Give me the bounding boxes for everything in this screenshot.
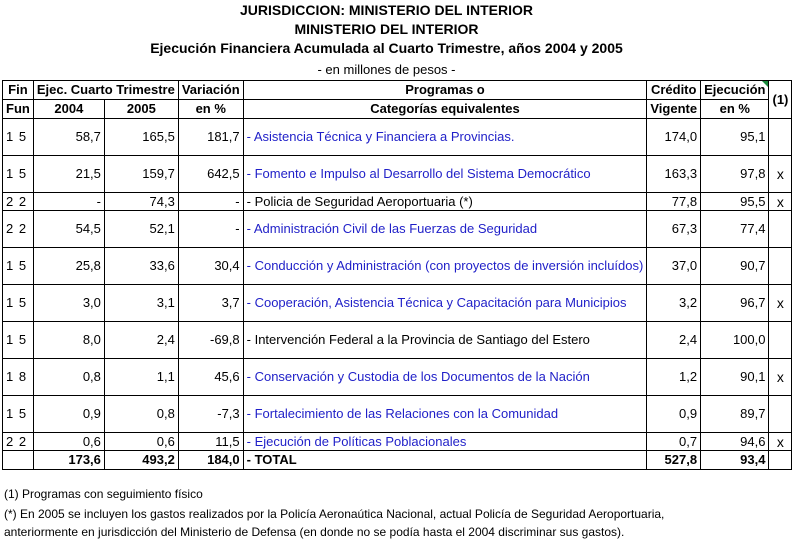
value-2005: 3,1 bbox=[104, 285, 178, 322]
col-ejecucion bbox=[701, 81, 769, 100]
col-categorias: Categorías equivalentes bbox=[243, 100, 647, 119]
tracking-mark bbox=[769, 119, 792, 156]
fin-fun-code: 1 5 bbox=[3, 285, 34, 322]
program-name: - Policia de Seguridad Aeroportuaria (*) bbox=[243, 193, 647, 211]
credit-amount: 67,3 bbox=[647, 211, 701, 248]
total-2004: 173,6 bbox=[33, 451, 104, 470]
execution-pct: 95,5 bbox=[701, 193, 769, 211]
table-row bbox=[3, 193, 792, 211]
credit-amount: 174,0 bbox=[647, 119, 701, 156]
execution-pct: 90,1 bbox=[701, 359, 769, 396]
variation-pct: - bbox=[178, 211, 243, 248]
fin-fun-code: 1 8 bbox=[3, 359, 34, 396]
fin-fun-code: 2 2 bbox=[3, 193, 34, 211]
value-2005: 74,3 bbox=[104, 193, 178, 211]
table-row bbox=[3, 322, 792, 359]
value-2005: 1,1 bbox=[104, 359, 178, 396]
units-subtitle: - en millones de pesos - bbox=[317, 62, 456, 77]
table-row bbox=[3, 285, 792, 322]
program-name: - Conducción y Administración (con proyectos de inversión incluídos) bbox=[243, 248, 647, 285]
fin-fun-code: 2 2 bbox=[3, 433, 34, 451]
execution-pct: 77,4 bbox=[701, 211, 769, 248]
program-name: - Conservación y Custodia de los Documentos de la Nación bbox=[243, 359, 647, 396]
variation-pct: 642,5 bbox=[178, 156, 243, 193]
col-2005: 2005 bbox=[104, 100, 178, 119]
execution-pct: 97,8 bbox=[701, 156, 769, 193]
total-2005: 493,2 bbox=[104, 451, 178, 470]
value-2004: 0,8 bbox=[33, 359, 104, 396]
value-2005: 0,8 bbox=[104, 396, 178, 433]
variation-pct: 11,5 bbox=[178, 433, 243, 451]
col-nota: (1) bbox=[769, 81, 792, 119]
tracking-mark: x bbox=[769, 193, 792, 211]
col-2004: 2004 bbox=[33, 100, 104, 119]
value-2004: 54,5 bbox=[33, 211, 104, 248]
col-vigente: Vigente bbox=[647, 100, 701, 119]
credit-amount: 3,2 bbox=[647, 285, 701, 322]
ministry-title: MINISTERIO DEL INTERIOR bbox=[294, 21, 479, 37]
value-2004: 3,0 bbox=[33, 285, 104, 322]
value-2005: 0,6 bbox=[104, 433, 178, 451]
fin-fun-code: 1 5 bbox=[3, 156, 34, 193]
value-2005: 52,1 bbox=[104, 211, 178, 248]
col-ejecucion-pct: en % bbox=[701, 100, 769, 119]
variation-pct: 45,6 bbox=[178, 359, 243, 396]
tracking-mark bbox=[769, 322, 792, 359]
execution-pct: 89,7 bbox=[701, 396, 769, 433]
execution-pct: 90,7 bbox=[701, 248, 769, 285]
credit-amount: 0,7 bbox=[647, 433, 701, 451]
value-2005: 165,5 bbox=[104, 119, 178, 156]
value-2005: 159,7 bbox=[104, 156, 178, 193]
program-name: - Fortalecimiento de las Relaciones con la Comunidad bbox=[243, 396, 647, 433]
tracking-mark bbox=[769, 211, 792, 248]
credit-amount: 0,9 bbox=[647, 396, 701, 433]
table-row bbox=[3, 396, 792, 433]
value-2004: 0,6 bbox=[33, 433, 104, 451]
program-name: - Ejecución de Políticas Poblacionales bbox=[243, 433, 647, 451]
footnote-1: (1) Programas con seguimiento físico bbox=[4, 487, 203, 501]
variation-pct: 30,4 bbox=[178, 248, 243, 285]
execution-pct: 94,6 bbox=[701, 433, 769, 451]
value-2005: 33,6 bbox=[104, 248, 178, 285]
variation-pct: 3,7 bbox=[178, 285, 243, 322]
table-row bbox=[3, 359, 792, 396]
execution-table bbox=[2, 80, 792, 470]
tracking-mark: x bbox=[769, 359, 792, 396]
col-variacion-pct: en % bbox=[178, 100, 243, 119]
report-title: Ejecución Financiera Acumulada al Cuarto Trimestre, años 2004 y 2005 bbox=[150, 40, 623, 56]
total-credit: 527,8 bbox=[647, 451, 701, 470]
header-row-2 bbox=[3, 100, 792, 119]
tracking-mark: x bbox=[769, 285, 792, 322]
variation-pct: 181,7 bbox=[178, 119, 243, 156]
table-row bbox=[3, 211, 792, 248]
execution-pct: 95,1 bbox=[701, 119, 769, 156]
variation-pct: -69,8 bbox=[178, 322, 243, 359]
total-label: - TOTAL bbox=[243, 451, 647, 470]
credit-amount: 163,3 bbox=[647, 156, 701, 193]
tracking-mark: x bbox=[769, 156, 792, 193]
tracking-mark bbox=[769, 396, 792, 433]
total-variation: 184,0 bbox=[178, 451, 243, 470]
comment-indicator-icon bbox=[762, 81, 768, 87]
fin-fun-code: 1 5 bbox=[3, 119, 34, 156]
col-fun: Fun bbox=[3, 100, 34, 119]
tracking-mark: x bbox=[769, 433, 792, 451]
credit-amount: 2,4 bbox=[647, 322, 701, 359]
value-2005: 2,4 bbox=[104, 322, 178, 359]
col-credito: Crédito bbox=[647, 81, 701, 100]
table-row bbox=[3, 119, 792, 156]
fin-fun-code: 2 2 bbox=[3, 211, 34, 248]
variation-pct: -7,3 bbox=[178, 396, 243, 433]
table-row bbox=[3, 433, 792, 451]
total-mark bbox=[769, 451, 792, 470]
total-fin-fun bbox=[3, 451, 34, 470]
program-name: - Cooperación, Asistencia Técnica y Capacitación para Municipios bbox=[243, 285, 647, 322]
credit-amount: 1,2 bbox=[647, 359, 701, 396]
fin-fun-code: 1 5 bbox=[3, 322, 34, 359]
execution-pct: 96,7 bbox=[701, 285, 769, 322]
program-name: - Intervención Federal a la Provincia de Santiago del Estero bbox=[243, 322, 647, 359]
col-ejecucion-label: Ejecución bbox=[704, 82, 766, 97]
header-row-1 bbox=[3, 81, 792, 100]
col-fin: Fin bbox=[3, 81, 34, 100]
col-variacion: Variación bbox=[178, 81, 243, 100]
col-programas: Programas o bbox=[243, 81, 647, 100]
value-2004: 0,9 bbox=[33, 396, 104, 433]
footnote-2: (*) En 2005 se incluyen los gastos realizados por la Policía Aeronaútica Nacional, actual Policía de Seguridad Aeroportuaria, bbox=[4, 507, 665, 521]
program-name: - Administración Civil de las Fuerzas de Seguridad bbox=[243, 211, 647, 248]
variation-pct: - bbox=[178, 193, 243, 211]
fin-fun-code: 1 5 bbox=[3, 248, 34, 285]
execution-pct: 100,0 bbox=[701, 322, 769, 359]
tracking-mark bbox=[769, 248, 792, 285]
col-ejec-trimestre: Ejec. Cuarto Trimestre bbox=[33, 81, 178, 100]
fin-fun-code: 1 5 bbox=[3, 396, 34, 433]
table-row bbox=[3, 156, 792, 193]
total-execution: 93,4 bbox=[701, 451, 769, 470]
table-row bbox=[3, 248, 792, 285]
value-2004: 25,8 bbox=[33, 248, 104, 285]
value-2004: 21,5 bbox=[33, 156, 104, 193]
total-row bbox=[3, 451, 792, 470]
value-2004: - bbox=[33, 193, 104, 211]
value-2004: 8,0 bbox=[33, 322, 104, 359]
footnote-3: anteriormente en jurisdicción del Ministerio de Defensa (en donde no se podía hasta el 2004 discriminar sus gastos). bbox=[4, 525, 625, 539]
credit-amount: 37,0 bbox=[647, 248, 701, 285]
credit-amount: 77,8 bbox=[647, 193, 701, 211]
value-2004: 58,7 bbox=[33, 119, 104, 156]
jurisdiction-title: JURISDICCION: MINISTERIO DEL INTERIOR bbox=[240, 2, 533, 18]
program-name: - Asistencia Técnica y Financiera a Provincias. bbox=[243, 119, 647, 156]
program-name: - Fomento e Impulso al Desarrollo del Sistema Democrático bbox=[243, 156, 647, 193]
